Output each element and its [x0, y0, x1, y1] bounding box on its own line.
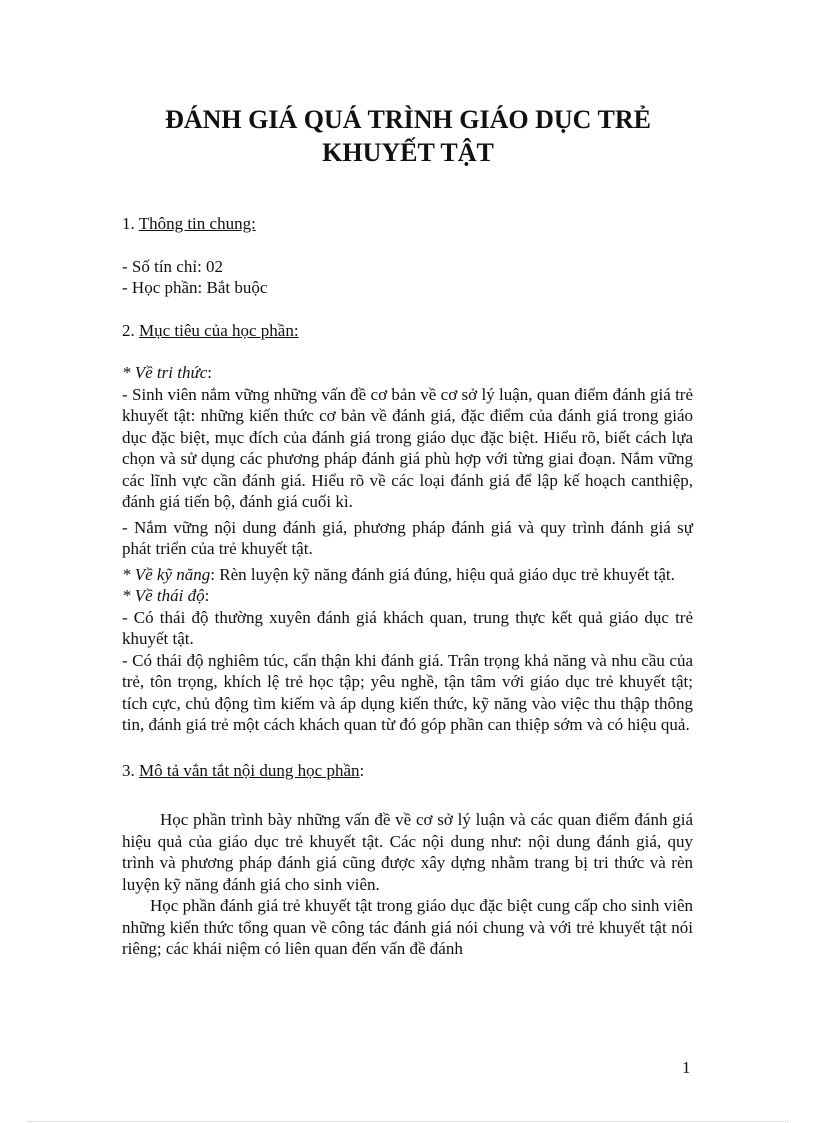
- section-1-heading: [122, 213, 693, 235]
- document-body: [122, 213, 693, 960]
- attitude-paragraph-2: - Có thái độ nghiêm túc, cẩn thận khi đánh giá. Trân trọng khả năng và nhu cầu của trẻ, tôn trọng, khích lệ trẻ học tập; yêu nghề, tận tâm với giáo dục trẻ khuyết tật; tích cực, chủ động tìm kiếm và áp dụng kiến thức, kỹ năng vào việc thu thập thông tin, đánh giá trẻ một cách khách quan từ đó góp phần can thiệp sớm và có hiệu quả.: [122, 650, 693, 734]
- attitude-label: * Về thái độ: [122, 586, 205, 605]
- section-3-title: Mô tả vắn tắt nội dung học phần: [139, 760, 360, 780]
- section-1-number: 1.: [122, 214, 139, 233]
- section-3-number: 3.: [122, 760, 139, 780]
- skills-paragraph: [122, 564, 693, 586]
- knowledge-colon: :: [207, 363, 213, 382]
- attitude-colon: :: [204, 586, 210, 605]
- attitude-label-line: [122, 585, 693, 607]
- section-1-title: Thông tin chung:: [138, 214, 256, 233]
- knowledge-label-line: [122, 362, 693, 384]
- section-2-title: Mục tiêu của học phần:: [139, 320, 299, 340]
- knowledge-paragraph-1: - Sinh viên nắm vững những vấn đề cơ bản về cơ sở lý luận, quan điểm đánh giá trẻ khuyết tật: những kiến thức cơ bản về đánh giá, đặc điểm của đánh giá trong giáo dục đặc biệt, mục đích của đánh giá trong giáo dục đặc biệt. Hiểu rõ, biết cách lựa chọn và sử dụng các phương pháp đánh giá phù hợp với từng giai đoạn. Nắm vững các lĩnh vực cần đánh giá. Hiểu rõ về các loại đánh giá để lập kế hoạch canthiệp, đánh giá tiến bộ, đánh giá cuối kì.: [122, 384, 693, 511]
- knowledge-label: * Về tri thức: [122, 363, 208, 382]
- course-type: - Học phần: Bắt buộc: [122, 278, 268, 297]
- page-bottom-border: [28, 1121, 788, 1122]
- description-paragraph-2: Học phần đánh giá trẻ khuyết tật trong giáo dục đặc biệt cung cấp cho sinh viên những kiến thức tổng quan về công tác đánh giá nói chung và với trẻ khuyết tật nói riêng; các khái niệm có liên quan đến vấn đề đánh: [122, 896, 693, 958]
- page-number: 1: [682, 1058, 691, 1077]
- knowledge-paragraph-2: - Nắm vững nội dung đánh giá, phương pháp đánh giá và quy trình đánh giá sự phát triển của trẻ khuyết tật.: [122, 517, 693, 558]
- section-3-colon: :: [359, 760, 365, 780]
- credit-count: - Số tín chỉ: 02: [122, 256, 224, 276]
- skills-text: : Rèn luyện kỹ năng đánh giá đúng, hiệu quả giáo dục trẻ khuyết tật.: [210, 564, 675, 584]
- skills-label: * Về kỹ năng: [122, 564, 211, 584]
- section-2-number: 2.: [122, 320, 139, 340]
- section-3-heading: [122, 760, 693, 782]
- title-line-1: ĐÁNH GIÁ QUÁ TRÌNH GIÁO DỤC TRẺ: [165, 105, 651, 134]
- description-paragraph-1: Học phần trình bày những vấn đề về cơ sở lý luận và các quan điểm đánh giá hiệu quả của giáo dục trẻ khuyết tật. Các nội dung như: nội dung đánh giá, quy trình và phương pháp đánh giá cũng được xây dựng nhằm trang bị tri thức và rèn luyện kỹ năng đánh giá cho sinh viên.: [122, 810, 693, 894]
- attitude-paragraph-1: - Có thái độ thường xuyên đánh giá khách quan, trung thực kết quả giáo dục trẻ khuyết tật.: [122, 607, 693, 648]
- section-2-heading: [122, 320, 693, 342]
- title-line-2: KHUYẾT TẬT: [322, 138, 494, 167]
- document-title: [100, 103, 716, 169]
